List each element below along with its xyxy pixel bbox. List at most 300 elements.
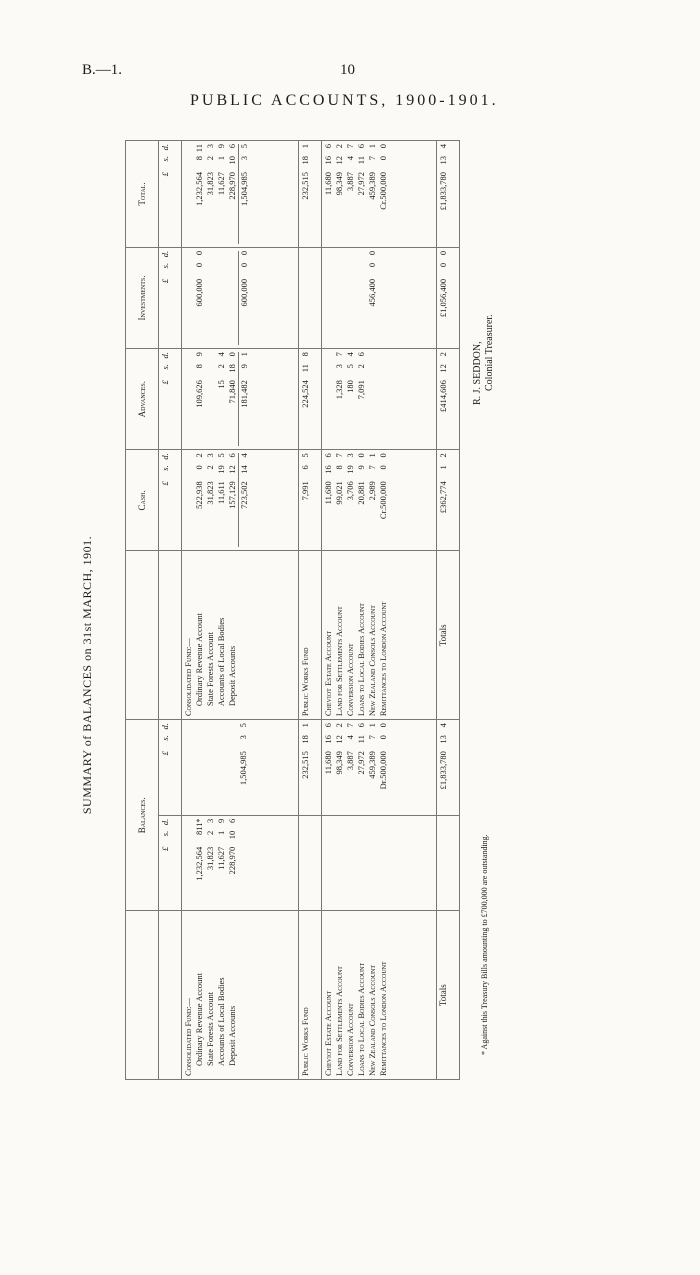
balance-account — [367, 723, 378, 812]
cash-account-pence: 3 — [344, 453, 355, 458]
balance-account-pounds: 459,389 — [366, 751, 377, 779]
balance-account-shillings: 12 — [333, 735, 344, 744]
investments-consolidated-item-pounds — [205, 279, 216, 331]
advances-consolidated-total-pence: 1 — [239, 352, 250, 357]
cash-public-works-shillings: 6 — [299, 465, 310, 470]
investments-consolidated-item — [194, 251, 205, 345]
cash-consolidated-item-shillings: 19 — [216, 465, 227, 474]
consolidated-item-label: Ordinary Revenue Account — [194, 973, 205, 1066]
u-adv-units-pound: £ — [160, 380, 170, 385]
summary-landscape — [80, 140, 550, 1275]
spacer — [183, 723, 194, 812]
advances-consolidated-total-pounds: 181,482 — [239, 380, 250, 408]
cash-account-shillings: 9 — [355, 465, 366, 470]
cash-account-pounds: 99,021 — [333, 481, 344, 505]
advances-consolidated-total-shillings: 9 — [239, 364, 250, 369]
cash-consolidated-item-pounds: 31,823 — [205, 481, 216, 505]
u-bal2-units-pound: £ — [160, 751, 170, 756]
u-inv-units — [160, 251, 171, 345]
account-label: New Zealand Consols Account — [366, 964, 377, 1076]
advances-totals — [438, 352, 449, 446]
investments-public-works — [300, 251, 311, 345]
cash-consolidated-item-pence: 6 — [227, 453, 238, 458]
advances-account-pence — [378, 352, 389, 364]
investments-account-pence — [356, 251, 367, 263]
advances-consolidated-total — [238, 352, 250, 446]
consolidated-item-label: Accounts of Local Bodies — [216, 617, 227, 707]
signature-name: R. J. SEDDON, — [472, 341, 483, 405]
investments-account-shillings — [323, 263, 334, 279]
cash-account-shillings: 7 — [366, 465, 377, 470]
total-consolidated-item-pounds: 228,970 — [227, 172, 238, 200]
account-column-header — [126, 911, 159, 1080]
advances-consolidated-item — [227, 352, 238, 446]
cash-totals-shillings: 1 — [437, 465, 448, 470]
spacer — [216, 723, 227, 812]
total-account-pence: 6 — [322, 144, 333, 149]
investments-consolidated-item-pounds — [216, 279, 227, 331]
cash-consolidated-total-pounds: 723,502 — [239, 481, 250, 509]
total-consolidated-item-shillings: 10 — [227, 156, 238, 165]
cash-account-shillings: 8 — [333, 465, 344, 470]
advances-public-works — [300, 352, 311, 446]
advances-consolidated-item — [205, 352, 216, 446]
investments-consolidated-total-pence: 0 — [239, 250, 250, 256]
cash-consolidated-item-pounds: 11,611 — [216, 481, 227, 505]
investments-consolidated-item — [227, 251, 238, 345]
consolidated-item-label: Ordinary Revenue Account — [194, 613, 205, 707]
total-consolidated-item-pence: 11 — [194, 144, 205, 153]
balance-consolidated-item — [194, 819, 205, 908]
cash-public-works-pence: 5 — [299, 453, 310, 458]
total-consolidated-item — [194, 144, 205, 244]
investments-account — [356, 251, 367, 345]
investments-account-pounds — [345, 279, 356, 331]
public-works-label: Public Works Fund — [299, 1007, 310, 1076]
advances-consolidated-item — [194, 352, 205, 446]
cash-account-pence: 0 — [355, 453, 366, 458]
total-consolidated-item — [227, 144, 238, 244]
balance-public-works-shillings: 18 — [299, 735, 310, 744]
investments-consolidated-item-shillings — [227, 263, 238, 279]
advances-account-shillings: 2 — [355, 364, 366, 369]
advances-totals-shillings: 12 — [437, 364, 448, 373]
advances-account-pounds: 1,328 — [333, 380, 344, 400]
investments-consolidated-item — [216, 251, 227, 345]
spacer — [183, 453, 194, 547]
advances-consolidated-item-shillings: 18 — [227, 364, 238, 373]
advances-account-pence: 7 — [333, 352, 344, 357]
cash-consolidated-total-pence: 4 — [239, 453, 250, 458]
balance-account-pence: 0 — [377, 723, 388, 728]
signature-title: Colonial Treasurer. — [484, 314, 495, 391]
cash-account-pounds: 20,881 — [355, 481, 366, 505]
cash-consolidated-item-pounds: 157,129 — [227, 481, 238, 509]
balance-consolidated-item-pounds: 228,970 — [227, 846, 238, 875]
total-public-works-shillings: 18 — [299, 156, 310, 165]
investments-public-works-pence — [300, 251, 311, 263]
signature-block — [472, 314, 496, 405]
investments-account-pounds: 456,400 — [366, 278, 377, 307]
balance-account-pounds: Dr.500,000 — [377, 751, 388, 790]
advances-public-works-pence: 8 — [299, 352, 310, 357]
investments-column-header: Investments. — [126, 247, 159, 348]
advances-account-pence: 4 — [344, 352, 355, 357]
advances-account-pence — [367, 352, 378, 364]
investments-consolidated-total-pounds: 600,000 — [239, 278, 250, 307]
account-label: Land for Settlements Account — [333, 606, 344, 717]
total-account-pence: 6 — [355, 144, 366, 149]
total-column-header: Total. — [126, 141, 159, 248]
investments-consolidated-item-pence — [205, 251, 216, 263]
account-label: Remittances to London Account — [377, 601, 388, 717]
balance-account — [323, 723, 334, 812]
total-account-pounds: 98,349 — [333, 172, 344, 196]
investments-account — [378, 251, 389, 345]
total-account-shillings: 7 — [366, 156, 377, 161]
investments-consolidated-item-pounds: 600,000 — [194, 278, 205, 307]
rotated-summary-block — [80, 140, 550, 1275]
balance-account-pounds: 3,887 — [344, 751, 355, 771]
total-account-pounds: 3,887 — [344, 172, 355, 192]
investments-account — [323, 251, 334, 345]
investments-account-pence — [378, 251, 389, 263]
balance-totals-shillings: 13 — [437, 735, 448, 744]
investments-consolidated-item-pence: 0 — [194, 250, 205, 256]
total-consolidated-item-pounds: 1,232,564 — [194, 172, 205, 206]
advances-consolidated-item-pence: 0 — [227, 352, 238, 357]
advances-consolidated-item — [216, 352, 227, 446]
advances-account — [367, 352, 378, 446]
advances-account-shillings: 5 — [344, 364, 355, 369]
investments-account-pence: 0 — [366, 250, 377, 256]
balance-account-shillings: 4 — [344, 735, 355, 740]
investments-account — [334, 251, 345, 345]
balance-consolidated-item — [205, 819, 216, 908]
investments-account-shillings — [334, 263, 345, 279]
advances-account — [356, 352, 367, 446]
balance-consolidated-item-pounds: 31,823 — [205, 846, 216, 871]
balance-consolidated-item-pence: 11* — [194, 818, 205, 831]
cash-consolidated-item-pence: 3 — [205, 453, 216, 458]
cash-column-header: Cash. — [126, 450, 159, 551]
total-consolidated-item-pence: 6 — [227, 144, 238, 149]
investments-account-pounds — [378, 279, 389, 331]
advances-account-pounds — [367, 380, 378, 432]
cash-account — [345, 453, 356, 547]
u-cash-units-pound: £ — [160, 481, 170, 486]
balance-consolidated-item-shillings: 8 — [194, 830, 205, 835]
cash-consolidated-total-shillings: 14 — [239, 465, 250, 474]
cash-consolidated-item — [216, 453, 227, 547]
page-number: 10 — [340, 62, 355, 78]
balance-account — [334, 723, 345, 812]
investments-consolidated-total-shillings: 0 — [239, 262, 250, 268]
investments-account-shillings — [378, 263, 389, 279]
spacer — [194, 723, 205, 812]
total-account — [356, 144, 367, 244]
total-consolidated-total-pounds: 1,504,985 — [239, 172, 250, 206]
cash-totals-pounds: £362,774 — [437, 481, 448, 514]
cash-consolidated-item-shillings: 0 — [194, 465, 205, 470]
total-account-pounds: 11,680 — [322, 172, 333, 196]
total-account-pounds: 459,389 — [366, 172, 377, 200]
advances-totals-pence: 2 — [437, 352, 448, 357]
balance-account-pounds: 98,349 — [333, 751, 344, 775]
u-adv-units-pence: d. — [160, 352, 170, 359]
account-label: Land for Settlements Account — [333, 966, 344, 1076]
total-consolidated-total-pence: 5 — [239, 144, 250, 149]
cash-account-pounds: 3,706 — [344, 481, 355, 501]
account-label: Conversion Account — [344, 1003, 355, 1076]
account-label: Loans to Local Bodies Account — [355, 603, 366, 717]
u-tot-units-shilling: s. — [160, 156, 170, 162]
advances-account — [334, 352, 345, 446]
consolidated-fund-label: Consolidated Fund:— — [183, 638, 194, 717]
consolidated-item-label: State Forests Account — [205, 991, 216, 1066]
totals-row — [436, 141, 459, 1080]
spacer — [183, 251, 194, 345]
investments-consolidated-item-shillings — [205, 263, 216, 279]
cash-account-pence: 6 — [322, 453, 333, 458]
total-account-shillings: 0 — [377, 156, 388, 161]
total-account — [367, 144, 378, 244]
page-title: PUBLIC ACCOUNTS, 1900-1901. — [190, 92, 499, 109]
cash-totals-pence: 2 — [437, 453, 448, 458]
advances-account-pence — [323, 352, 334, 364]
total-consolidated-item-shillings: 1 — [216, 156, 227, 161]
balance-totals — [438, 723, 449, 812]
account-label: Cheviot Estate Account — [322, 630, 333, 717]
total-consolidated-item-pence: 3 — [205, 144, 216, 149]
total-account — [334, 144, 345, 244]
cash-consolidated-item-shillings: 2 — [205, 465, 216, 470]
total-account-shillings: 16 — [322, 156, 333, 165]
u-bal2-units — [160, 723, 171, 812]
advances-public-works-pounds: 224,524 — [299, 380, 310, 408]
page-reference: B.—1. — [82, 62, 123, 78]
cash-account-pence: 7 — [333, 453, 344, 458]
investments-account-pence — [334, 251, 345, 263]
advances-column-header: Advances. — [126, 349, 159, 450]
balance-consolidated-total-pence: 5 — [238, 723, 249, 728]
investments-totals-pounds: £1,056,400 — [437, 278, 448, 318]
cash-account-shillings: 19 — [344, 465, 355, 474]
cash-consolidated-item-pence: 5 — [216, 453, 227, 458]
total-account-shillings: 4 — [344, 156, 355, 161]
balance-account — [356, 723, 367, 812]
total-consolidated-item — [216, 144, 227, 244]
advances-account — [323, 352, 334, 446]
total-consolidated-item-shillings: 8 — [194, 156, 205, 161]
u-bal1-units-pound: £ — [160, 846, 170, 851]
advances-consolidated-item-pounds: 15 — [216, 380, 227, 389]
balance-account-pence: 2 — [333, 723, 344, 728]
balance-consolidated-item-pence: 6 — [227, 818, 238, 823]
balance-public-works-pence: 1 — [299, 723, 310, 728]
total-account-pounds: 27,972 — [355, 172, 366, 196]
balance-consolidated-item — [227, 819, 238, 908]
balance-consolidated-total-pounds: 1,504,985 — [238, 751, 249, 786]
u-inv-units-shilling: s. — [160, 262, 170, 269]
investments-public-works-pounds — [300, 279, 311, 331]
balance-consolidated-item-shillings: 2 — [205, 830, 216, 835]
total-account — [323, 144, 334, 244]
advances-consolidated-item-shillings: 8 — [194, 364, 205, 369]
investments-consolidated-total — [238, 251, 250, 345]
u-tot-units-pence: d. — [160, 144, 170, 151]
advances-consolidated-item-pounds: 109,626 — [194, 380, 205, 408]
spacer — [183, 352, 194, 446]
investments-consolidated-item-pounds — [227, 279, 238, 331]
total-account — [378, 144, 389, 244]
spacer — [183, 819, 194, 908]
spacer — [227, 723, 238, 812]
public-works-row — [298, 141, 321, 1080]
consolidated-fund-label: Consolidated Fund:— — [183, 997, 194, 1076]
advances-consolidated-item-pence — [205, 352, 216, 364]
consolidated-row — [182, 141, 298, 1080]
cash-account-pounds: 11,680 — [322, 481, 333, 505]
total-account-pence: 7 — [344, 144, 355, 149]
balances-table — [125, 140, 460, 1080]
balances-column-header: Balances. — [126, 720, 159, 911]
total-account-pounds: Cr.500,000 — [377, 172, 388, 210]
balance-totals-pounds: £1,833,780 — [437, 751, 448, 790]
advances-account-pounds — [323, 380, 334, 432]
balance-public-works-pounds: 232,515 — [299, 751, 310, 779]
total-public-works-pounds: 232,515 — [299, 172, 310, 200]
advances-consolidated-item-shillings: 2 — [216, 364, 227, 369]
footnote: * Against this Treasury Bills amounting to £700,000 are outstanding. — [480, 834, 489, 1055]
total-consolidated-total — [238, 144, 250, 244]
consolidated-item-label: Deposit Accounts — [227, 1005, 238, 1066]
cash-account-pence: 1 — [366, 453, 377, 458]
balance-account-shillings: 11 — [355, 735, 366, 744]
balance-consolidated-item-pounds: 1,232,564 — [194, 846, 205, 881]
advances-account — [378, 352, 389, 446]
account-label: New Zealand Consols Account — [366, 605, 377, 717]
advances-account-shillings — [323, 364, 334, 380]
balance-consolidated-item-pence: 9 — [216, 818, 227, 823]
advances-consolidated-item-pence: 9 — [194, 352, 205, 357]
total-totals-pence: 4 — [437, 144, 448, 149]
total-consolidated-item-shillings: 2 — [205, 156, 216, 161]
investments-account-pence — [323, 251, 334, 263]
total-public-works-pence: 1 — [299, 144, 310, 149]
advances-consolidated-item-pence: 4 — [216, 352, 227, 357]
cash-account — [323, 453, 334, 547]
advances-public-works-shillings: 11 — [299, 364, 310, 373]
consolidated-item-label: Accounts of Local Bodies — [216, 977, 227, 1066]
total-account-pence: 1 — [366, 144, 377, 149]
balance-account — [345, 723, 356, 812]
cash-consolidated-item — [205, 453, 216, 547]
balance-account-pounds: 27,972 — [355, 751, 366, 775]
consolidated-item-label: Deposit Accounts — [227, 645, 238, 707]
balance-account-pounds: 11,680 — [322, 751, 333, 775]
total-consolidated-total-shillings: 3 — [239, 156, 250, 161]
u-bal2-units-pence: d. — [160, 723, 170, 730]
investments-account-pounds — [356, 279, 367, 331]
units-row — [159, 141, 182, 1080]
investments-account — [367, 251, 378, 345]
advances-account-pence: 6 — [355, 352, 366, 357]
balance-account-pence: 6 — [322, 723, 333, 728]
investments-consolidated-item-shillings: 0 — [194, 262, 205, 268]
advances-account-pounds — [378, 380, 389, 432]
total-public-works — [300, 144, 311, 244]
investments-account — [345, 251, 356, 345]
total-consolidated-item-pence: 9 — [216, 144, 227, 149]
cash-consolidated-item-pence: 2 — [194, 453, 205, 458]
investments-consolidated-item — [205, 251, 216, 345]
accounts-row — [321, 141, 436, 1080]
u-bal2-units-shilling: s. — [160, 735, 170, 741]
totals-label: Totals — [437, 624, 448, 647]
total-account-pence: 2 — [333, 144, 344, 149]
public-works-label: Public Works Fund — [299, 647, 310, 717]
balance-consolidated-item-pence: 3 — [205, 818, 216, 823]
cash-consolidated-total — [238, 453, 250, 547]
balance-consolidated-total-shillings: 3 — [238, 735, 249, 740]
advances-account-pounds: 180 — [344, 380, 355, 393]
cash-consolidated-item — [194, 453, 205, 547]
balance-consolidated-item — [216, 819, 227, 908]
balance-public-works — [300, 723, 311, 812]
account-label: Remittances to London Account — [377, 961, 388, 1076]
balance-account — [378, 723, 389, 812]
investments-account-pounds — [334, 279, 345, 331]
cash-account — [334, 453, 345, 547]
total-account-shillings: 12 — [333, 156, 344, 165]
advances-consolidated-item-shillings — [205, 364, 216, 380]
consolidated-item-label: State Forests Account — [205, 632, 216, 707]
u-inv-units-pence: d. — [160, 250, 170, 258]
account-label: Conversion Account — [344, 643, 355, 717]
investments-account-pounds — [323, 279, 334, 331]
total-consolidated-item — [205, 144, 216, 244]
balance-account-pence: 7 — [344, 723, 355, 728]
cash-account — [356, 453, 367, 547]
balance-consolidated-total — [238, 723, 249, 812]
u-cash-units-pence: d. — [160, 453, 170, 460]
spacer — [205, 723, 216, 812]
summary-title: SUMMARY of BALANCES on 31st MARCH, 1901. — [80, 535, 94, 815]
total-account-pence: 0 — [377, 144, 388, 149]
balance-account-shillings: 7 — [366, 735, 377, 740]
u-bal1-units — [160, 819, 171, 908]
balance-account-pence: 1 — [366, 723, 377, 728]
advances-account-shillings — [367, 364, 378, 380]
investments-public-works-shillings — [300, 263, 311, 279]
u-inv-units-pound: £ — [160, 278, 170, 284]
investments-consolidated-item-pence — [227, 251, 238, 263]
cash-consolidated-item-pounds: 522,938 — [194, 481, 205, 509]
u-tot-units — [160, 144, 171, 244]
cash-account-shillings: 0 — [377, 465, 388, 470]
balance-consolidated-item-pounds: 11,627 — [216, 846, 227, 870]
cash-account-pounds: Cr.500,000 — [377, 481, 388, 520]
investments-totals — [438, 251, 449, 345]
advances-account — [345, 352, 356, 446]
total-totals-shillings: 13 — [437, 156, 448, 165]
u-adv-units — [160, 352, 171, 446]
total-account-shillings: 11 — [355, 156, 366, 165]
cash-account-pence: 0 — [377, 453, 388, 458]
advances-account-pounds: 7,091 — [355, 380, 366, 400]
cash-account-pounds: 2,989 — [366, 481, 377, 501]
